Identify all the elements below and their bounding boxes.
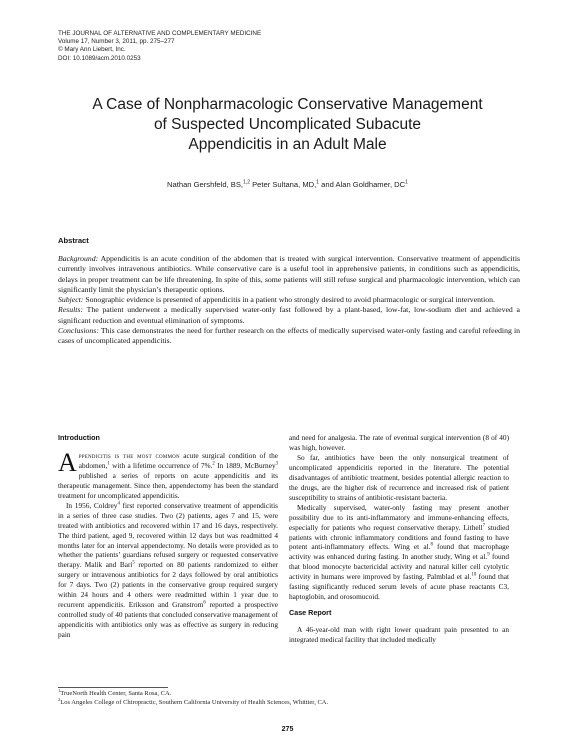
citation-3: 3 — [275, 461, 278, 467]
intro-p1-text-a: acute surgical condition of the abdomen, — [78, 450, 278, 470]
intro-p4-text-e: found that fasting significantly reduced serum levels of acute phase reactants C3, haptoglobin, and orosomucoid. — [289, 572, 509, 602]
citation-8: 8 — [430, 543, 433, 549]
intro-p1-text-c: In 1889, McBurney — [214, 460, 276, 470]
subject-label: Subject: — [58, 295, 84, 304]
citation-4: 4 — [117, 501, 120, 507]
body-column-left — [58, 433, 278, 640]
doi-line: DOI: 10.1089/acm.2010.0253 — [58, 54, 141, 62]
results-label: Results: — [58, 305, 83, 315]
citation-9: 9 — [487, 553, 490, 559]
subject-text: Sonographic evidence is presented of appendicitis in a patient who strongly desired to avoid pharmacologic or surgical intervention. — [83, 295, 495, 304]
drop-cap: A — [58, 447, 77, 477]
intro-p1-text-d: published a series of reports on acute appendicitis and its therapeutic management. Since then, appendectomy has been the standard treatment for uncomplicated appendicitis. — [58, 470, 278, 500]
author-affil-2: 1 — [316, 179, 320, 186]
citation-6: 6 — [203, 600, 206, 606]
author-name-3: and Alan Goldhamer, DC — [319, 180, 406, 189]
citation-7: 7 — [482, 523, 486, 529]
author-name-2: Peter Sultana, MD, — [249, 180, 317, 189]
intro-p4-text-c: found that macrophage activity was enhanced during fasting. In another study, Wing et al. — [289, 542, 510, 562]
body-column-right — [289, 433, 509, 645]
affiliation-footnotes — [58, 687, 518, 707]
footnote-1-marker: 1 — [58, 687, 61, 693]
footnote-2-marker: 2 — [58, 696, 61, 702]
intro-p2-text-a: In 1956, Coldrey — [66, 500, 118, 510]
title-line-2: of Suspected Uncomplicated Subacute — [153, 116, 422, 133]
article-title — [40, 95, 535, 155]
intro-paragraph-3: So far, antibiotics have been the only nonsurgical treatment of uncomplicated appendicitis reported in the literature. The potential disadvantages of antibiotic treatment, besides potential allergic reaction to the drugs, are the higher risk of recurrence and increased risk of patient susceptibility to strains of antibiotic-resistant bacteria. — [289, 452, 509, 502]
citation-10: 10 — [471, 572, 477, 578]
intro-p2-text-c: reported on 80 patients randomized to either surgery or intravenous antibiotics for 2 days followed by oral antibiotics for 7 days. Two (2) patients in the conservative group required surgery within 24 hours and 4 others were readmitted within 1 year due to recurrent appendicitis. Eriksson and Granstrom — [58, 560, 278, 610]
author-list — [40, 180, 535, 189]
abstract-results — [58, 305, 520, 326]
copyright-line: © Mary Ann Liebert, Inc. — [58, 46, 126, 54]
intro-p2-text-b: first reported conservative treatment of appendicitis in a series of three case studies. Two (2) patients, ages 7 and 15, were treated with antibiotics and recovered within 17 and 16 days, respectively. The third patient, aged 9, recovered within 12 days but was readmitted 4 months later for an interval appendectomy. No details were provided as to whether the patients’ guardians refused surgery or requested conservative therapy. Malik and Bari — [58, 500, 278, 570]
conclusions-label: Conclusions: — [58, 325, 99, 335]
footnote-1-text: TrueNorth Health Center, Santa Rosa, CA. — [60, 690, 172, 697]
title-line-3: Appendicitis in an Adult Male — [188, 136, 387, 153]
author-affil-3: 1 — [405, 179, 408, 186]
journal-header — [58, 30, 358, 63]
intro-paragraph-1 — [58, 447, 278, 501]
abstract-heading: Abstract — [58, 236, 89, 245]
author-affil-1: 1,2 — [243, 179, 250, 186]
citation-1: 1 — [107, 461, 110, 467]
footnote-2-text: Los Angeles College of Chiropractic, Southern California University of Health Sciences, Whittier, CA. — [60, 698, 329, 706]
citation-5: 5 — [132, 561, 135, 567]
volume-info: Volume 17, Number 3, 2011, pp. 275–277 — [58, 38, 175, 46]
abstract-subject — [58, 295, 520, 305]
title-line-1: A Case of Nonpharmacologic Conservative Management — [92, 96, 483, 113]
intro-paragraph-4 — [289, 503, 509, 603]
footnote-divider — [58, 687, 168, 688]
introduction-heading: Introduction — [58, 433, 100, 442]
intro-p1-text-b: with a lifetime occurrence of 7%. — [109, 460, 213, 470]
results-text: The patient underwent a medically supervised water-only fast followed by a plant-based, low-fat, low-sodium diet and achieved a significant reduction and eventual elimination of symptoms. — [58, 305, 520, 325]
author-name-1: Nathan Gershfeld, BS, — [167, 180, 244, 189]
citation-2: 2 — [212, 461, 215, 467]
case-report-paragraph-1: A 46-year-old man with right lower quadrant pain presented to an integrated medical facility that included medically — [289, 625, 509, 645]
intro-paragraph-2 — [58, 501, 278, 640]
intro-p2-text-d: reported a prospective controlled study of 40 patients that concluded conservative management of appendicitis with antibiotics only was as effective as surgery in reducing pain — [58, 600, 278, 640]
intro-p4-text-b: studied patients with chronic inflammatory conditions and found fasting to have potent anti-inflammatory effects. Wing et al. — [289, 522, 510, 552]
intro-paragraph-2-continued: and need for analgesia. The rate of eventual surgical intervention (8 of 40) was high, however. — [289, 433, 509, 452]
conclusions-text: This case demonstrates the need for further research on the effects of medically supervised water-only fasting and careful refeeding in cases of uncomplicated appendicitis. — [58, 325, 520, 345]
abstract-body — [58, 254, 520, 346]
intro-p4-text-a: Medically supervised, water-only fasting may present another possibility due to its anti-inflammatory and immune-enhancing effects, especially for patients who request conservative therapy. Lithell — [289, 502, 509, 532]
background-text: Appendicitis is an acute condition of the abdomen that is treated with surgical intervention. Conservative treatment of appendicitis currently involves intravenous antibiotics. While conservative care is a useful tool in apprehensive patients, in conditions such as appendicitis, delays in proper treatment can be life threatening. In spite of this, some patients will still refuse surgical and pharmacologic intervention, which can significantly limit the physician’s therapeutic options. — [58, 254, 520, 294]
case-report-heading: Case Report — [289, 608, 332, 618]
abstract-background — [58, 254, 520, 295]
abstract-conclusions — [58, 326, 520, 347]
intro-p4-text-d: found that blood monocyte bactericidal activity and natural killer cell cytolytic activity in humans were improved by fasting. Palmblad et al. — [289, 552, 509, 582]
footnote-2 — [58, 696, 518, 708]
intro-smallcaps-lead: ppendicitis is the most common — [78, 450, 180, 460]
journal-name: THE JOURNAL OF ALTERNATIVE AND COMPLEMENTARY MEDICINE — [58, 30, 262, 37]
background-label: Background: — [58, 254, 99, 263]
page-number: 275 — [281, 726, 294, 733]
